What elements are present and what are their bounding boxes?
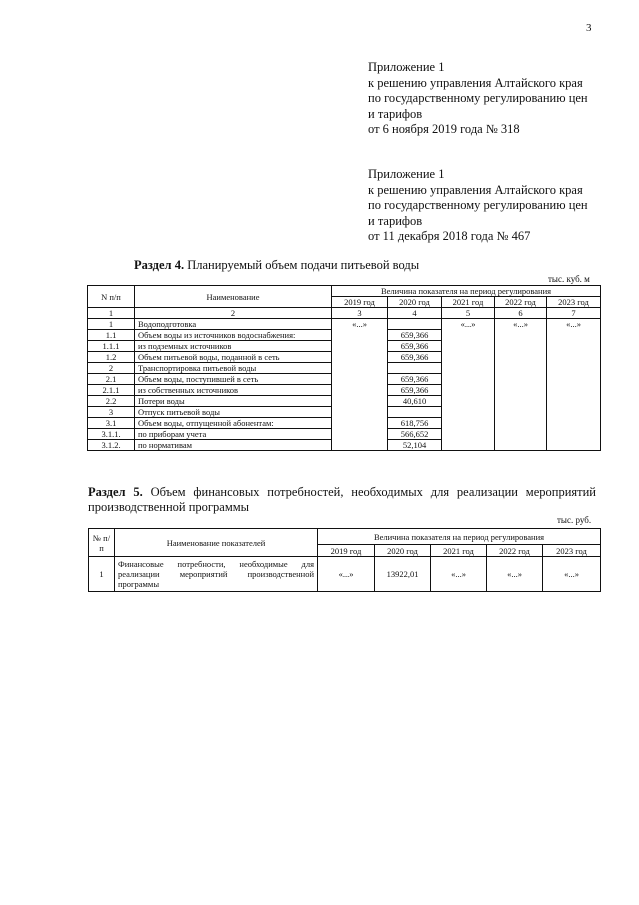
value-2020: 618,756 xyxy=(388,418,442,429)
column-number-row xyxy=(88,308,601,319)
appendix-header-original xyxy=(368,167,588,245)
value-2023: «...» xyxy=(547,319,601,451)
row-name: из собственных источников xyxy=(135,385,332,396)
value-2020: 659,366 xyxy=(388,385,442,396)
appendix-line: Приложение 1 xyxy=(368,60,445,74)
water-volume-table xyxy=(87,285,601,451)
col-number: 1 xyxy=(88,308,135,319)
col-number: 5 xyxy=(442,308,495,319)
appendix-line: по государственному регулированию цен xyxy=(368,91,588,105)
appendix-line: по государственному регулированию цен xyxy=(368,198,588,212)
row-num: 3.1 xyxy=(88,418,135,429)
row-name: Объем воды, поступившей в сеть xyxy=(135,374,332,385)
section5-title-text: Объем финансовых потребностей, необходимых для реализации мероприятий производственной программы xyxy=(88,485,596,514)
row-num: 1.1 xyxy=(88,330,135,341)
appendix-line: к решению управления Алтайского края xyxy=(368,75,583,90)
row-name: Объем воды из источников водоснабжения: xyxy=(135,330,332,341)
col-number: 2 xyxy=(135,308,332,319)
value-2022: «...» xyxy=(495,319,547,451)
row-num: 3.1.2. xyxy=(88,440,135,451)
table-row xyxy=(89,557,601,592)
header-name: Наименование xyxy=(135,286,332,308)
header-year: 2020 год xyxy=(375,545,431,557)
value-2020: 52,104 xyxy=(388,440,442,451)
value-2020 xyxy=(388,363,442,374)
row-name: из подземных источников xyxy=(135,341,332,352)
section4-title xyxy=(134,258,419,273)
value-2019: «...» xyxy=(332,319,388,451)
col-number: 7 xyxy=(547,308,601,319)
value-2020: 566,652 xyxy=(388,429,442,440)
value-2020: 659,366 xyxy=(388,341,442,352)
header-year: 2019 год xyxy=(318,545,375,557)
row-name: Потери воды xyxy=(135,396,332,407)
financial-needs-table xyxy=(88,528,601,592)
row-num: 1 xyxy=(89,557,115,592)
value-2022: «...» xyxy=(487,557,543,592)
value-2020: 659,366 xyxy=(388,374,442,385)
value-2020: 659,366 xyxy=(388,330,442,341)
row-name: по нормативам xyxy=(135,440,332,451)
value-2020: 40,610 xyxy=(388,396,442,407)
header-year: 2023 год xyxy=(543,545,601,557)
row-num: 1.2 xyxy=(88,352,135,363)
header-year: 2021 год xyxy=(431,545,487,557)
section4-unit: тыс. куб. м xyxy=(548,274,590,284)
header-num: N п/п xyxy=(88,286,135,308)
row-num: 1 xyxy=(88,319,135,330)
page-number: 3 xyxy=(586,22,592,34)
row-name: по приборам учета xyxy=(135,429,332,440)
row-num: 2.1.1 xyxy=(88,385,135,396)
row-num: 2.2 xyxy=(88,396,135,407)
value-2019: «...» xyxy=(318,557,375,592)
appendix-header-current xyxy=(368,60,588,138)
section5-title xyxy=(88,485,596,515)
header-period: Величина показателя на период регулирования xyxy=(332,286,601,297)
row-num: 2 xyxy=(88,363,135,374)
section5-unit: тыс. руб. xyxy=(557,515,592,525)
col-number: 6 xyxy=(495,308,547,319)
value-2020: 13922,01 xyxy=(375,557,431,592)
section4-title-text: Планируемый объем подачи питьевой воды xyxy=(184,258,420,272)
col-number: 4 xyxy=(388,308,442,319)
value-2020 xyxy=(388,319,442,330)
section5-title-bold: Раздел 5. xyxy=(88,485,143,499)
header-year: 2019 год xyxy=(332,297,388,308)
header-year: 2022 год xyxy=(487,545,543,557)
header-year: 2022 год xyxy=(495,297,547,308)
header-num: № п/п xyxy=(89,529,115,557)
row-num: 3 xyxy=(88,407,135,418)
header-period: Величина показателя на период регулирования xyxy=(318,529,601,545)
header-year: 2020 год xyxy=(388,297,442,308)
appendix-line: и тарифов xyxy=(368,213,423,228)
row-num: 3.1.1. xyxy=(88,429,135,440)
header-year: 2023 год xyxy=(547,297,601,308)
row-num: 1.1.1 xyxy=(88,341,135,352)
table-row xyxy=(88,319,601,330)
row-name: Водоподготовка xyxy=(135,319,332,330)
appendix-line: от 6 ноября 2019 года № 318 xyxy=(368,122,520,136)
row-name: Отпуск питьевой воды xyxy=(135,407,332,418)
row-name: Объем воды, отпущенной абонентам: xyxy=(135,418,332,429)
value-2020 xyxy=(388,407,442,418)
value-2021: «...» xyxy=(442,319,495,451)
row-num: 2.1 xyxy=(88,374,135,385)
row-name: Объем питьевой воды, поданной в сеть xyxy=(135,352,332,363)
header-year: 2021 год xyxy=(442,297,495,308)
value-2023: «...» xyxy=(543,557,601,592)
col-number: 3 xyxy=(332,308,388,319)
row-name: Финансовые потребности, необходимые для реализации мероприятий производственной программы xyxy=(115,557,318,592)
appendix-line: к решению управления Алтайского края xyxy=(368,182,583,197)
value-2021: «...» xyxy=(431,557,487,592)
header-name: Наименование показателей xyxy=(115,529,318,557)
value-2020: 659,366 xyxy=(388,352,442,363)
appendix-line: от 11 декабря 2018 года № 467 xyxy=(368,229,531,243)
section4-title-bold: Раздел 4. xyxy=(134,258,185,272)
appendix-line: Приложение 1 xyxy=(368,167,445,181)
row-name: Транспортировка питьевой воды xyxy=(135,363,332,374)
appendix-line: и тарифов xyxy=(368,106,423,121)
